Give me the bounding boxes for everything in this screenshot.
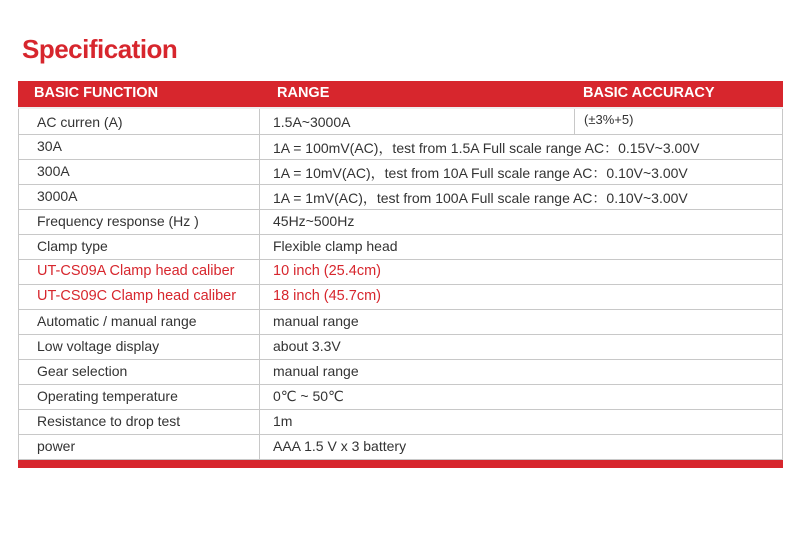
range-cell: 10 inch (25.4cm) — [273, 263, 381, 279]
column-divider — [259, 360, 260, 384]
spec-table — [18, 81, 783, 468]
table-bottom-bar — [18, 460, 783, 468]
range-cell: 1m — [273, 413, 293, 429]
table-row — [19, 160, 782, 185]
table-row — [19, 410, 782, 435]
table-row — [19, 260, 782, 285]
table-row — [19, 285, 782, 310]
table-row — [19, 210, 782, 235]
table-row — [19, 310, 782, 335]
function-cell: Low voltage display — [37, 338, 160, 354]
function-cell: Automatic / manual range — [37, 313, 197, 329]
function-cell: 30A — [37, 138, 62, 154]
column-divider — [259, 310, 260, 334]
table-row — [19, 109, 782, 135]
function-cell: 300A — [37, 163, 70, 179]
function-cell: Frequency response (Hz ) — [37, 213, 199, 229]
table-row — [19, 335, 782, 360]
function-cell: Clamp type — [37, 238, 108, 254]
header-range: RANGE — [277, 85, 330, 101]
function-cell: Operating temperature — [37, 388, 178, 404]
range-cell: Flexible clamp head — [273, 238, 398, 254]
function-cell: UT-CS09C Clamp head caliber — [37, 288, 237, 304]
column-divider — [259, 235, 260, 259]
table-header — [18, 81, 783, 109]
table-row — [19, 435, 782, 460]
table-row — [19, 135, 782, 160]
function-cell: 3000A — [37, 188, 78, 204]
range-cell: 18 inch (45.7cm) — [273, 288, 381, 304]
column-divider — [259, 260, 260, 284]
function-cell: power — [37, 438, 76, 454]
table-row — [19, 185, 782, 210]
header-basic-function: BASIC FUNCTION — [34, 85, 159, 101]
column-divider — [259, 210, 260, 234]
column-divider — [259, 335, 260, 359]
column-divider — [574, 109, 575, 134]
table-row — [19, 235, 782, 260]
page-title: Specification — [22, 34, 178, 64]
range-cell: 1A = 100mV(AC)，test from 1.5A Full scale range AC：0.15V~3.00V — [273, 140, 700, 156]
column-divider — [259, 135, 260, 159]
function-cell: UT-CS09A Clamp head caliber — [37, 263, 235, 279]
function-cell: Resistance to drop test — [37, 413, 181, 429]
column-divider — [259, 385, 260, 409]
function-cell: AC curren (A) — [37, 114, 123, 130]
range-cell: about 3.3V — [273, 338, 341, 354]
range-cell: AAA 1.5 V x 3 battery — [273, 438, 407, 454]
range-cell: 45Hz~500Hz — [273, 213, 355, 229]
column-divider — [259, 185, 260, 209]
range-cell: 1A = 10mV(AC)，test from 10A Full scale range AC：0.10V~3.00V — [273, 165, 688, 181]
range-cell: 1A = 1mV(AC)，test from 100A Full scale range AC：0.10V~3.00V — [273, 190, 688, 206]
column-divider — [259, 109, 260, 134]
accuracy-cell: (±3%+5) — [584, 112, 634, 127]
column-divider — [259, 410, 260, 434]
column-divider — [259, 285, 260, 309]
range-cell: manual range — [273, 313, 359, 329]
column-divider — [259, 160, 260, 184]
range-cell: 1.5A~3000A — [273, 114, 351, 130]
range-cell: manual range — [273, 363, 359, 379]
table-body — [18, 109, 783, 460]
function-cell: Gear selection — [37, 363, 128, 379]
table-row — [19, 385, 782, 410]
column-divider — [259, 435, 260, 459]
range-cell: 0℃ ~ 50℃ — [273, 388, 344, 404]
table-row — [19, 360, 782, 385]
header-basic-accuracy: BASIC ACCURACY — [583, 85, 715, 101]
